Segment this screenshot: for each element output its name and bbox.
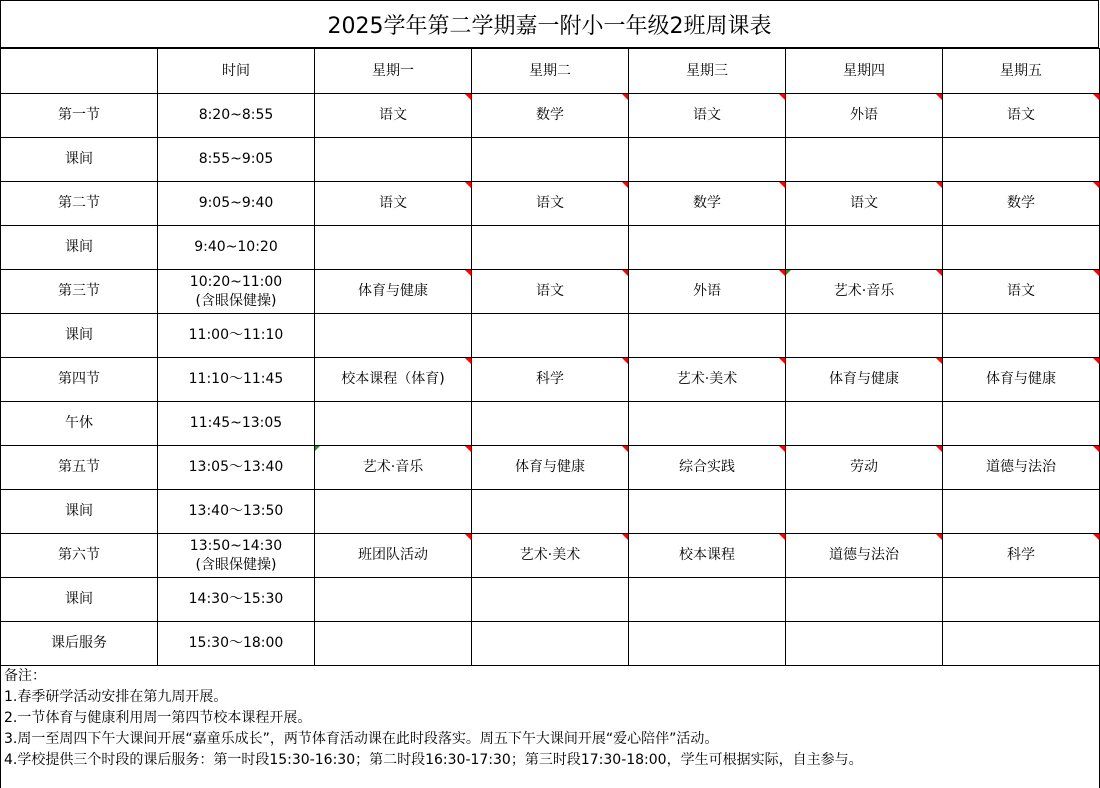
subject-cell[interactable] [786,226,943,270]
subject-cell[interactable] [472,314,629,358]
header-day-cell[interactable]: 星期二 [472,49,629,94]
subject-cell[interactable]: 艺术·音乐 [786,270,943,314]
time-range: 11:00～11:10 [188,327,284,343]
period-time-cell[interactable] [158,182,315,226]
period-label-cell[interactable]: 第二节 [1,182,158,226]
subject-cell[interactable]: 校本课程 [629,534,786,578]
subject-cell[interactable]: 外语 [629,270,786,314]
subject-cell[interactable]: 艺术·美术 [629,358,786,402]
subject-cell[interactable] [315,138,472,182]
subject-cell[interactable] [629,138,786,182]
period-time-cell[interactable] [158,270,315,314]
subject-cell[interactable]: 语文 [472,182,629,226]
table-row [1,226,1100,270]
note-item: 2.一节体育与健康利用周一第四节校本课程开展。 [4,710,312,726]
table-row [1,358,1100,402]
time-range: 13:50~14:30 [189,537,283,554]
header-day-cell[interactable]: 星期四 [786,49,943,94]
subject-cell[interactable] [629,622,786,666]
subject-cell[interactable] [315,402,472,446]
subject-cell[interactable] [943,578,1100,622]
period-time-cell[interactable] [158,578,315,622]
note-item: 4.学校提供三个时段的课后服务：第一时段15:30-16:30；第二时段16:30-17:30；第三时段17:30-18:00，学生可根据实际，自主参与。 [4,752,863,768]
subject-cell[interactable] [943,314,1100,358]
table-row [1,314,1100,358]
note-item: 3.周一至周四下午大课间开展“嘉童乐成长”，两节体育活动课在此时段落实。周五下午大课间开展“爱心陪伴”活动。 [4,731,719,747]
time-range: 9:05~9:40 [198,195,274,211]
period-label-cell[interactable]: 课间 [1,226,158,270]
subject-cell[interactable]: 语文 [943,270,1100,314]
subject-cell[interactable] [629,578,786,622]
note-item: 1.春季研学活动安排在第九周开展。 [4,689,228,705]
subject-cell[interactable] [315,578,472,622]
period-label-cell[interactable]: 课间 [1,138,158,182]
subject-cell[interactable]: 艺术·音乐 [315,446,472,490]
subject-cell[interactable] [629,490,786,534]
subject-cell[interactable]: 班团队活动 [315,534,472,578]
period-label-cell[interactable]: 课间 [1,490,158,534]
period-time-cell[interactable] [158,534,315,578]
subject-cell[interactable] [315,226,472,270]
subject-cell[interactable] [472,402,629,446]
subject-cell[interactable]: 综合实践 [629,446,786,490]
time-range: 13:40～13:50 [188,503,284,519]
header-corner-cell[interactable] [1,49,158,94]
period-time-cell[interactable] [158,138,315,182]
subject-cell[interactable]: 体育与健康 [786,358,943,402]
table-row [1,490,1100,534]
subject-cell[interactable]: 语文 [472,270,629,314]
notes-heading: 备注： [4,668,46,684]
time-range: 14:30～15:30 [188,591,284,607]
subject-cell[interactable] [943,138,1100,182]
table-row [1,402,1100,446]
subject-cell[interactable] [629,226,786,270]
subject-cell[interactable] [629,314,786,358]
period-label-cell[interactable]: 第六节 [1,534,158,578]
period-label-cell[interactable]: 课后服务 [1,622,158,666]
header-time-cell[interactable]: 时间 [158,49,315,94]
subject-cell[interactable]: 艺术·美术 [472,534,629,578]
subject-cell[interactable] [786,490,943,534]
period-time-cell[interactable] [158,94,315,138]
subject-cell[interactable]: 道德与法治 [943,446,1100,490]
header-day-cell[interactable]: 星期三 [629,49,786,94]
subject-cell[interactable] [943,490,1100,534]
subject-cell[interactable]: 语文 [315,182,472,226]
subject-cell[interactable]: 语文 [315,94,472,138]
period-time-cell[interactable] [158,446,315,490]
period-label-cell[interactable]: 第一节 [1,94,158,138]
table-row [1,534,1100,578]
subject-cell[interactable] [786,622,943,666]
subject-cell[interactable]: 语文 [943,94,1100,138]
subject-cell[interactable] [786,578,943,622]
subject-cell[interactable] [315,490,472,534]
table-row [1,578,1100,622]
table-row [1,94,1100,138]
period-time-cell[interactable] [158,622,315,666]
time-range: 9:40~10:20 [194,239,278,255]
subject-cell[interactable] [472,490,629,534]
subject-cell[interactable] [315,622,472,666]
subject-cell[interactable] [943,622,1100,666]
subject-cell[interactable]: 数学 [629,182,786,226]
subject-cell[interactable]: 体育与健康 [315,270,472,314]
time-range: 8:55~9:05 [198,151,274,167]
subject-cell[interactable] [472,622,629,666]
subject-cell[interactable] [472,138,629,182]
table-row [1,270,1100,314]
period-time-cell[interactable] [158,358,315,402]
period-time-cell[interactable] [158,402,315,446]
subject-cell[interactable]: 校本课程（体育) [315,358,472,402]
timetable-title: 2025学年第二学期嘉一附小一年级2班周课表 [0,0,1099,48]
table-row [1,182,1100,226]
period-time-cell[interactable] [158,490,315,534]
subject-cell[interactable]: 科学 [472,358,629,402]
period-time-cell[interactable] [158,314,315,358]
period-label-cell[interactable]: 课间 [1,314,158,358]
subject-cell[interactable]: 数学 [943,182,1100,226]
timetable-grid [0,48,1100,666]
time-range: 13:05～13:40 [188,459,284,475]
subject-cell[interactable]: 语文 [786,182,943,226]
header-day-cell[interactable]: 星期五 [943,49,1100,94]
table-row [1,622,1100,666]
period-label-cell[interactable]: 午休 [1,402,158,446]
subject-cell[interactable] [629,402,786,446]
subject-cell[interactable] [786,138,943,182]
period-time-cell[interactable] [158,226,315,270]
time-range: 11:45~13:05 [189,415,283,431]
period-label-cell[interactable]: 第五节 [1,446,158,490]
subject-cell[interactable]: 科学 [943,534,1100,578]
time-note: (含眼保健操) [195,556,277,573]
subject-cell[interactable] [472,578,629,622]
subject-cell[interactable]: 语文 [629,94,786,138]
subject-cell[interactable]: 体育与健康 [943,358,1100,402]
header-row [1,49,1100,94]
time-range: 11:10～11:45 [188,371,284,387]
subject-cell[interactable] [786,402,943,446]
notes-section [0,665,1100,788]
subject-cell[interactable] [943,402,1100,446]
subject-cell[interactable] [943,226,1100,270]
subject-cell[interactable]: 外语 [786,94,943,138]
subject-cell[interactable] [786,314,943,358]
time-range: 8:20~8:55 [198,107,274,123]
table-row [1,446,1100,490]
period-label-cell[interactable]: 课间 [1,578,158,622]
period-label-cell[interactable]: 第三节 [1,270,158,314]
period-label-cell[interactable]: 第四节 [1,358,158,402]
table-row [1,138,1100,182]
time-range: 10:20~11:00 [189,273,283,290]
time-range: 15:30～18:00 [188,635,284,651]
subject-cell[interactable] [472,226,629,270]
subject-cell[interactable] [315,314,472,358]
subject-cell[interactable]: 道德与法治 [786,534,943,578]
subject-cell[interactable]: 体育与健康 [472,446,629,490]
subject-cell[interactable]: 数学 [472,94,629,138]
time-note: (含眼保健操) [195,292,277,309]
header-day-cell[interactable]: 星期一 [315,49,472,94]
subject-cell[interactable]: 劳动 [786,446,943,490]
